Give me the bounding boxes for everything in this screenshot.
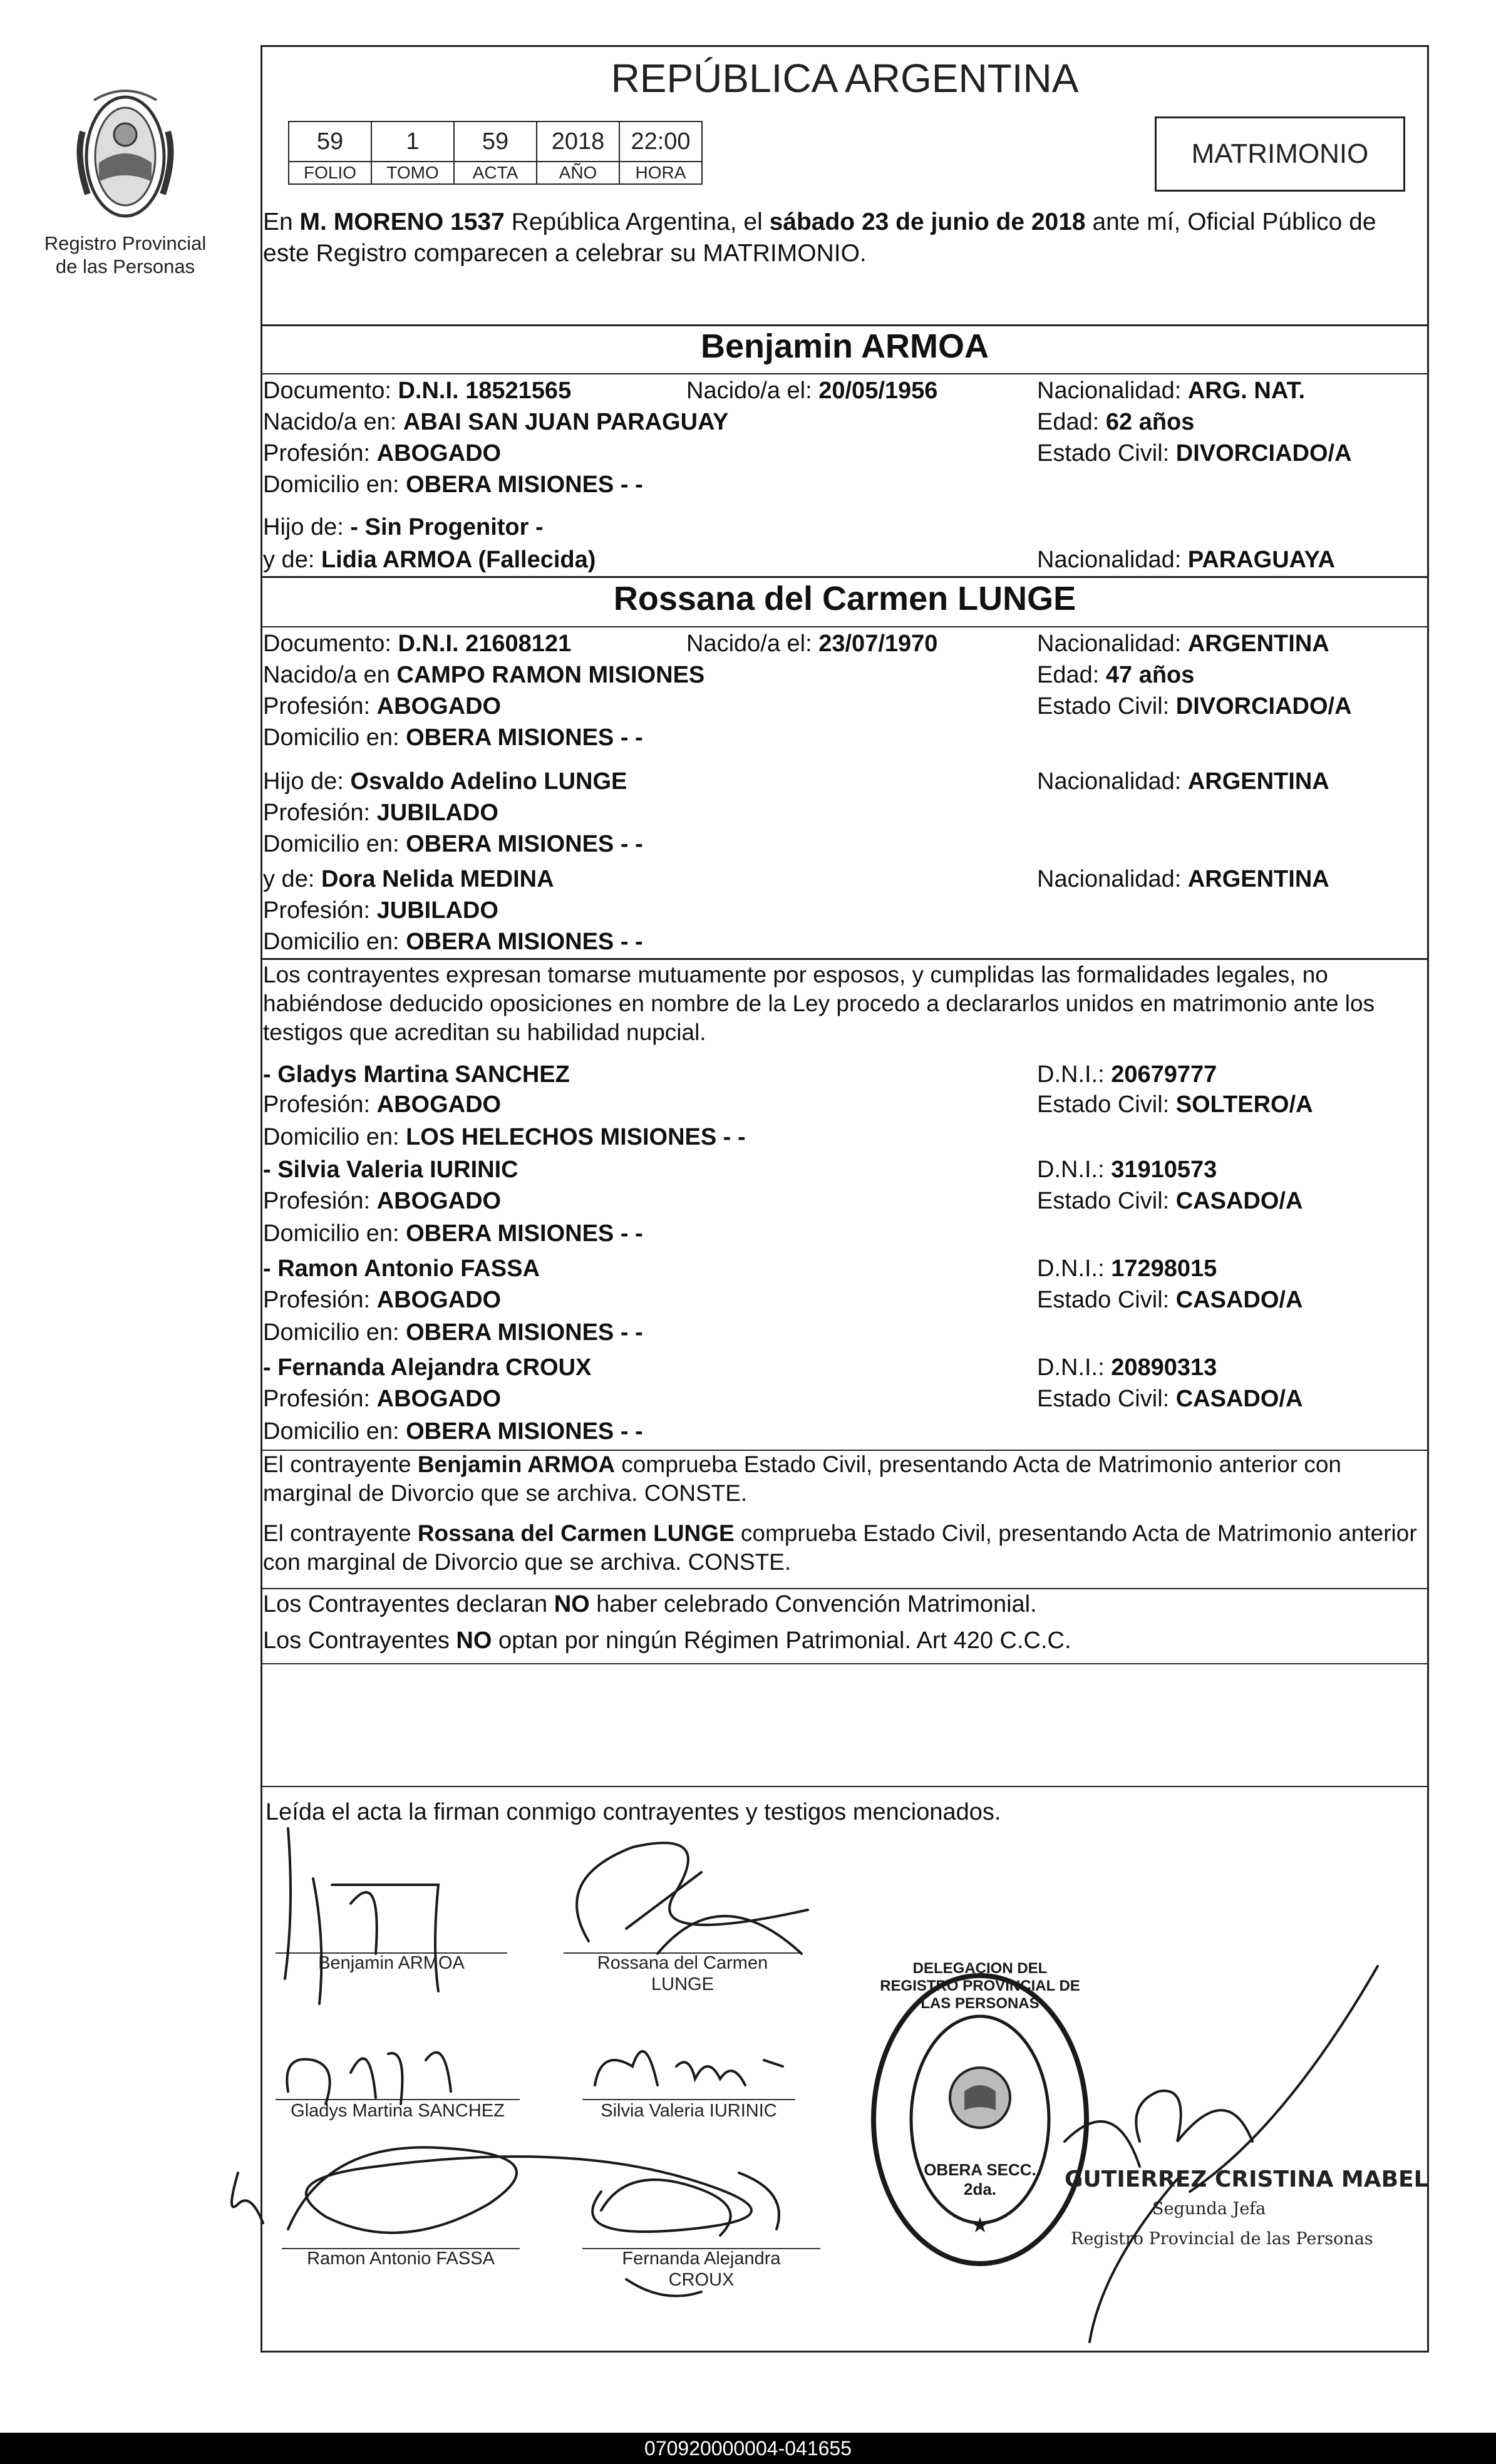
bride-father-domicile: Domicilio en: OBERA MISIONES - - xyxy=(263,831,643,857)
divider xyxy=(261,958,1429,960)
hour-value: 22:00 xyxy=(619,121,702,162)
groom-birthplace: Nacido/a en: ABAI SAN JUAN PARAGUAY xyxy=(263,409,729,435)
convention-statement: Los Contrayentes declaran NO haber celebrado Convención Matrimonial. xyxy=(263,1591,1037,1617)
hour-label: HORA xyxy=(619,162,702,184)
bride-name-heading: Rossana del Carmen LUNGE xyxy=(613,580,1076,617)
divider xyxy=(261,373,1429,374)
folio-label: FOLIO xyxy=(289,162,371,184)
witness-4-civil-status: Estado Civil: CASADO/A xyxy=(1037,1386,1303,1412)
intro-text-3: ante mí, Oficial Público de este Registro comparecen a celebrar su MATRIMONIO. xyxy=(263,209,1376,267)
act-type-box: MATRIMONIO xyxy=(1155,116,1405,192)
witness-4-domicile: Domicilio en: OBERA MISIONES - - xyxy=(263,1418,643,1445)
coat-of-arms-icon xyxy=(69,75,182,232)
footer-code: 070920000004-041655 xyxy=(0,2433,1496,2464)
groom-civil-status: Estado Civil: DIVORCIADO/A xyxy=(1037,440,1352,467)
year-label: AÑO xyxy=(537,162,619,184)
stamp-ring-text: DELEGACION DEL REGISTRO PROVINCIAL DE LAS PERSONAS xyxy=(880,1960,1080,2012)
groom-nationality: Nacionalidad: ARG. NAT. xyxy=(1037,378,1306,404)
bride-father-profession: Profesión: JUBILADO xyxy=(263,800,498,826)
bride-civil-proof: El contrayente Rossana del Carmen LUNGE comprueba Estado Civil, presentando Acta de Matrimonio anterior con marginal de Divorcio que se archiva. CONSTE. xyxy=(263,1520,1417,1575)
divider xyxy=(261,1786,1429,1787)
witness-4-profession: Profesión: ABOGADO xyxy=(263,1386,502,1412)
witness-1-name: - Gladys Martina SANCHEZ xyxy=(263,1061,570,1088)
witness-1-signature-name: Gladys Martina SANCHEZ xyxy=(291,2101,505,2121)
divider xyxy=(261,324,1429,326)
bride-mother: y de: Dora Nelida MEDINA xyxy=(263,866,554,892)
divider xyxy=(261,1663,1429,1664)
witness-3-profession: Profesión: ABOGADO xyxy=(263,1287,502,1313)
official-name: GUTIERREZ CRISTINA MABEL xyxy=(1065,2167,1428,2192)
bride-nationality: Nacionalidad: ARGENTINA xyxy=(1037,631,1329,657)
intro-text-1: En xyxy=(263,209,300,235)
groom-birthdate: Nacido/a el: 20/05/1956 xyxy=(686,378,938,404)
groom-mother-nationality: Nacionalidad: PARAGUAYA xyxy=(1037,547,1335,573)
registry-table xyxy=(288,121,703,185)
bride-birthdate: Nacido/a el: 23/07/1970 xyxy=(686,631,938,657)
witness-2-civil-status: Estado Civil: CASADO/A xyxy=(1037,1188,1303,1214)
signature-stroke xyxy=(232,2173,263,2223)
witness-3-dni: D.N.I.: 17298015 xyxy=(1037,1255,1217,1282)
intro-text-2: República Argentina, el xyxy=(504,209,770,235)
declaration-paragraph: Los contrayentes expresan tomarse mutuamente por esposos, y cumplidas las formalidades legales, no habiéndose deducido oposiciones en nombre de la Ley procedo a declararlos unidos en matrimonio ante los testigos que acreditan su habilidad nupcial. xyxy=(263,962,1375,1045)
official-title: Segunda Jefa xyxy=(1152,2199,1266,2219)
witness-2-dni: D.N.I.: 31910573 xyxy=(1037,1157,1217,1183)
witness-3-signature-name: Ramon Antonio FASSA xyxy=(307,2249,495,2269)
closing-statement: Leída el acta la firman conmigo contrayentes y testigos mencionados. xyxy=(266,1799,1001,1825)
svg-text:★: ★ xyxy=(970,2214,990,2237)
tomo-label: TOMO xyxy=(371,162,454,184)
province-logo xyxy=(38,75,213,278)
groom-age: Edad: 62 años xyxy=(1037,409,1195,435)
witness-4-signature-name: Fernanda Alejandra CROUX xyxy=(622,2249,781,2290)
bride-signature-name: Rossana del Carmen LUNGE xyxy=(597,1953,768,1994)
groom-document: Documento: D.N.I. 18521565 xyxy=(263,378,572,404)
bride-profession: Profesión: ABOGADO xyxy=(263,693,502,719)
bride-father-nationality: Nacionalidad: ARGENTINA xyxy=(1037,768,1329,795)
witness-4-name: - Fernanda Alejandra CROUX xyxy=(263,1354,592,1381)
witness-1-civil-status: Estado Civil: SOLTERO/A xyxy=(1037,1091,1313,1118)
witness-1-domicile: Domicilio en: LOS HELECHOS MISIONES - - xyxy=(263,1124,746,1150)
acta-value: 59 xyxy=(454,121,537,162)
acta-label: ACTA xyxy=(454,162,537,184)
witness-2-signature-name: Silvia Valeria IURINIC xyxy=(601,2101,777,2121)
logo-caption-line-1: Registro Provincial xyxy=(44,232,207,254)
logo-caption-line-2: de las Personas xyxy=(55,255,195,277)
groom-domicile: Domicilio en: OBERA MISIONES - - xyxy=(263,472,643,498)
groom-name-heading: Benjamin ARMOA xyxy=(700,327,989,365)
groom-mother: y de: Lidia ARMOA (Fallecida) xyxy=(263,547,596,573)
groom-civil-proof: El contrayente Benjamin ARMOA comprueba Estado Civil, presentando Acta de Matrimonio anterior con marginal de Divorcio que se archiva. CONSTE. xyxy=(263,1451,1341,1506)
groom-profession: Profesión: ABOGADO xyxy=(263,440,502,467)
witness-1-dni: D.N.I.: 20679777 xyxy=(1037,1061,1217,1088)
witness-2-domicile: Domicilio en: OBERA MISIONES - - xyxy=(263,1220,643,1247)
bride-age: Edad: 47 años xyxy=(1037,662,1195,688)
divider xyxy=(261,576,1429,578)
witness-2-name: - Silvia Valeria IURINIC xyxy=(263,1157,518,1183)
intro-place: M. MORENO 1537 xyxy=(299,209,505,235)
witness-3-name: - Ramon Antonio FASSA xyxy=(263,1255,540,1282)
bride-father: Hijo de: Osvaldo Adelino LUNGE xyxy=(263,768,627,795)
bride-document: Documento: D.N.I. 21608121 xyxy=(263,631,572,657)
folio-value: 59 xyxy=(289,121,371,162)
stamp-inner-text: OBERA SECC. 2da. xyxy=(924,2160,1036,2199)
page-title: REPÚBLICA ARGENTINA xyxy=(611,56,1079,101)
year-value: 2018 xyxy=(537,121,619,162)
groom-father: Hijo de: - Sin Progenitor - xyxy=(263,514,544,540)
bride-mother-nationality: Nacionalidad: ARGENTINA xyxy=(1037,866,1329,892)
witness-3-domicile: Domicilio en: OBERA MISIONES - - xyxy=(263,1319,643,1346)
bride-civil-status: Estado Civil: DIVORCIADO/A xyxy=(1037,693,1352,719)
bride-birthplace: Nacido/a en CAMPO RAMON MISIONES xyxy=(263,662,705,688)
groom-signature-name: Benjamin ARMOA xyxy=(318,1953,465,1973)
regime-statement: Los Contrayentes NO optan por ningún Régimen Patrimonial. Art 420 C.C.C. xyxy=(263,1627,1071,1654)
intro-date: sábado 23 de junio de 2018 xyxy=(769,209,1086,235)
official-organization: Registro Provincial de las Personas xyxy=(1071,2229,1373,2249)
intro-paragraph xyxy=(263,207,1428,269)
witness-1-profession: Profesión: ABOGADO xyxy=(263,1091,502,1118)
bride-domicile: Domicilio en: OBERA MISIONES - - xyxy=(263,724,643,751)
bride-mother-profession: Profesión: JUBILADO xyxy=(263,897,498,924)
bride-mother-domicile: Domicilio en: OBERA MISIONES - - xyxy=(263,929,643,955)
witness-2-profession: Profesión: ABOGADO xyxy=(263,1188,502,1214)
witness-3-civil-status: Estado Civil: CASADO/A xyxy=(1037,1287,1303,1313)
divider xyxy=(261,626,1429,627)
tomo-value: 1 xyxy=(371,121,454,162)
witness-4-dni: D.N.I.: 20890313 xyxy=(1037,1354,1217,1381)
